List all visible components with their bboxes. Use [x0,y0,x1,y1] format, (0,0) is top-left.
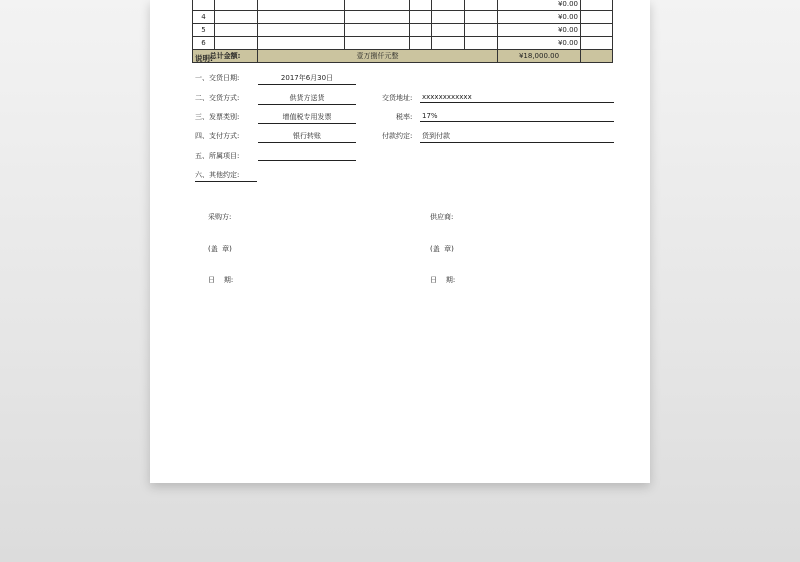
total-amount-words: 壹万捌仟元整 [258,50,498,63]
notes-title: 说明: [195,54,213,63]
row-amount: ¥0.00 [498,24,581,37]
invoice-type-value: 增值税专用发票 [258,112,356,124]
payment-terms-value: 货到付款 [420,131,614,143]
payment-method-label: 四、支付方式: [195,132,240,140]
delivery-address-value: xxxxxxxxxxxx [420,93,614,103]
tax-rate-label: 税率: [396,113,413,121]
notes-section [195,53,213,64]
delivery-date-label: 一、交货日期: [195,74,240,82]
items-table [192,0,613,63]
total-amount: ¥18,000.00 [498,50,581,63]
supplier-seal-label: (盖 章) [430,244,454,253]
supplier-party-label: 供应商: [430,213,454,221]
payment-terms-label: 付款约定: [382,132,413,140]
row-amount: ¥0.00 [498,37,581,50]
delivery-address-label: 交货地址: [382,94,413,102]
table-row [193,24,613,37]
other-agreements-label: 六、其他约定: [195,170,257,182]
row-index: 5 [193,24,215,37]
supplier-date-label: 日 期: [430,276,456,284]
row-index: 6 [193,37,215,50]
supplier-signature-block [430,191,455,307]
buyer-date-label: 日 期: [208,276,234,284]
invoice-type-label: 三、发票类别: [195,113,240,121]
row-amount: ¥0.00 [498,0,581,11]
payment-method-value: 银行转账 [258,131,356,143]
table-row [193,11,613,24]
row-index [193,0,215,11]
total-label: 总计金额: [193,50,258,63]
buyer-signature-block [208,191,233,307]
buyer-party-label: 采购方: [208,213,232,221]
tax-rate-value: 17% [420,112,614,122]
table-row [193,0,613,11]
document-page [150,0,650,483]
delivery-method-label: 二、交货方式: [195,94,240,102]
row-amount: ¥0.00 [498,11,581,24]
project-label: 五、所属项目: [195,152,240,160]
delivery-method-value: 供货方送货 [258,93,356,105]
project-value [258,151,356,161]
buyer-seal-label: (盖 章) [208,244,232,253]
row-index: 4 [193,11,215,24]
total-row [193,50,613,63]
table-row [193,37,613,50]
delivery-date-value: 2017年6月30日 [258,73,356,85]
